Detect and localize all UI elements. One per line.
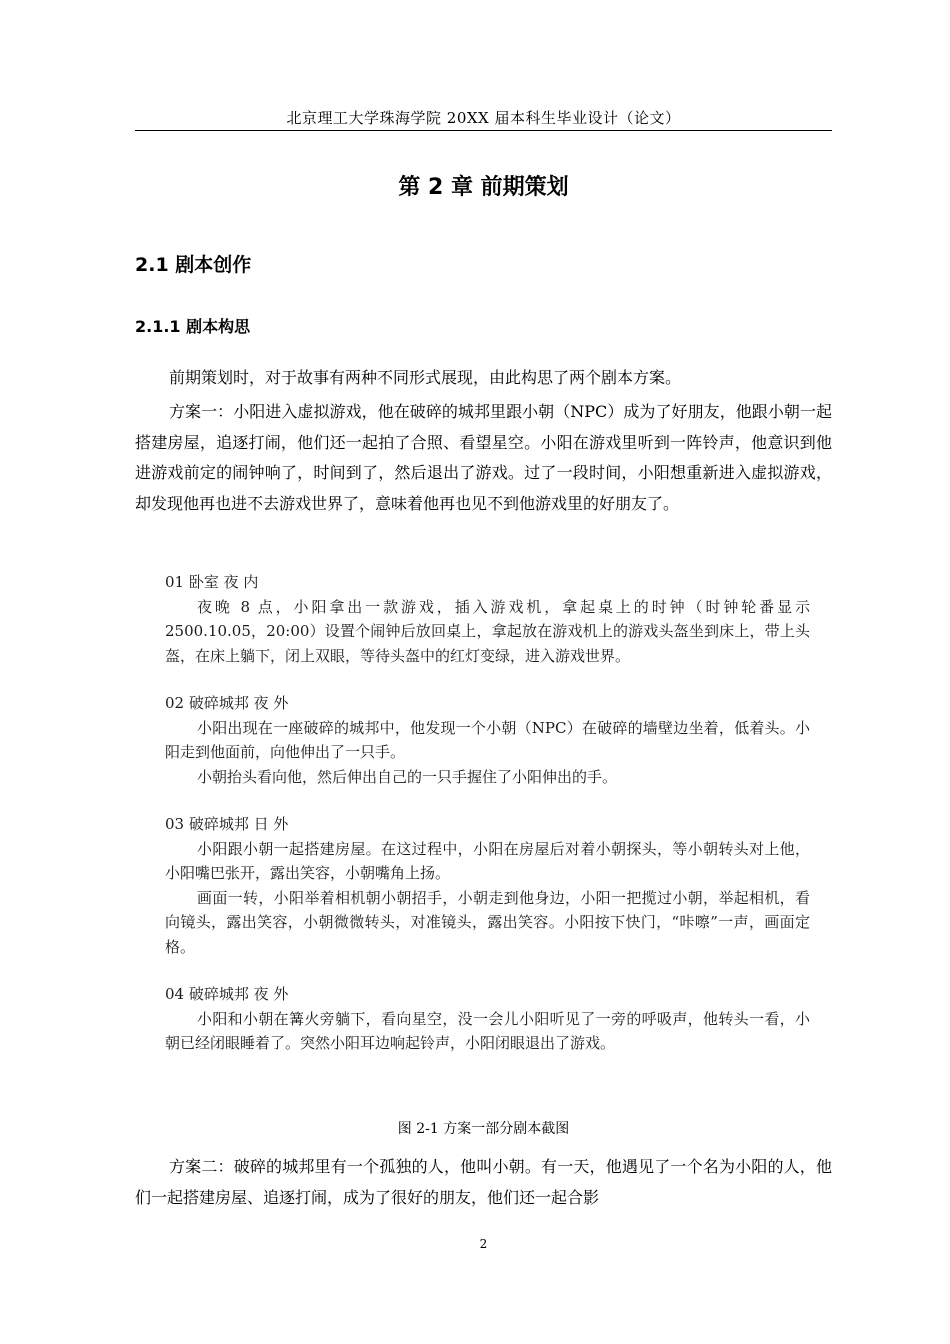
scene-paragraph: 小阳出现在一座破碎的城邦中，他发现一个小朝（NPC）在破碎的墙壁边坐着，低着头。小阳走到他面前，向他伸出了一只手。 <box>165 718 810 761</box>
section-heading: 2.1 剧本创作 <box>135 254 252 276</box>
chapter-title: 第 2 章 前期策划 <box>398 175 569 200</box>
scene-paragraph: 画面一转，小阳举着相机朝小朝招手，小朝走到他身边，小阳一把揽过小朝，举起相机，看向镜头，露出笑容，小朝微微转头，对准镜头，露出笑容。小阳按下快门，“咔嚓”一声，画面定格。 <box>165 888 810 956</box>
plan-two-paragraph: 方案二：破碎的城邦里有一个孤独的人，他叫小朝。有一天，他遇见了一个名为小阳的人，他们一起搭建房屋、追逐打闹，成为了很好的朋友，他们还一起合影 <box>135 1157 832 1207</box>
script-scene <box>165 812 810 959</box>
script-scene <box>165 570 810 668</box>
script-scene <box>165 691 810 789</box>
scene-paragraph: 小朝抬头看向他，然后伸出自己的一只手握住了小阳伸出的手。 <box>197 767 618 786</box>
scene-paragraph: 小阳和小朝在篝火旁躺下，看向星空，没一会儿小阳听见了一旁的呼吸声，他转头一看，小朝已经闭眼睡着了。突然小阳耳边响起铃声，小阳闭眼退出了游戏。 <box>165 1009 810 1052</box>
running-header: 北京理工大学珠海学院 20XX 届本科生毕业设计（论文） <box>286 109 681 127</box>
script-excerpt-figure <box>165 570 810 1079</box>
page-number: 2 <box>479 1237 488 1251</box>
plan-one-paragraph: 方案一：小阳进入虚拟游戏，他在破碎的城邦里跟小朝（NPC）成为了好朋友，他跟小朝一起搭建房屋，追逐打闹，他们还一起拍了合照、看望星空。小阳在游戏里听到一阵铃声，他意识到他进游戏前定的闹钟响了，时间到了，然后退出了游戏。过了一段时间，小阳想重新进入虚拟游戏，却发现他再也进不去游戏世界了，意味着他再也见不到他游戏里的好朋友了。 <box>135 402 832 513</box>
scene-heading: 02 破碎城邦 夜 外 <box>165 694 289 712</box>
intro-paragraph: 前期策划时，对于故事有两种不同形式展现，由此构思了两个剧本方案。 <box>169 368 682 387</box>
figure-caption: 图 2-1 方案一部分剧本截图 <box>397 1121 570 1137</box>
subsection-heading: 2.1.1 剧本构思 <box>135 317 251 336</box>
header-divider <box>135 130 832 131</box>
scene-heading: 01 卧室 夜 内 <box>165 573 259 591</box>
script-scene <box>165 982 810 1056</box>
scene-paragraph: 小阳跟小朝一起搭建房屋。在这过程中，小阳在房屋后对着小朝探头，等小朝转头对上他，小阳嘴巴张开，露出笑容，小朝嘴角上扬。 <box>165 839 810 882</box>
scene-paragraph: 夜晚 8 点，小阳拿出一款游戏，插入游戏机，拿起桌上的时钟（时钟轮番显示 2500.10.05，20:00）设置个闹钟后放回桌上，拿起放在游戏机上的游戏头盔坐到床上，带上头盔，在床上躺下，闭上双眼，等待头盔中的红灯变绿，进入游戏世界。 <box>165 597 810 665</box>
scene-heading: 03 破碎城邦 日 外 <box>165 815 289 833</box>
scene-heading: 04 破碎城邦 夜 外 <box>165 985 289 1003</box>
